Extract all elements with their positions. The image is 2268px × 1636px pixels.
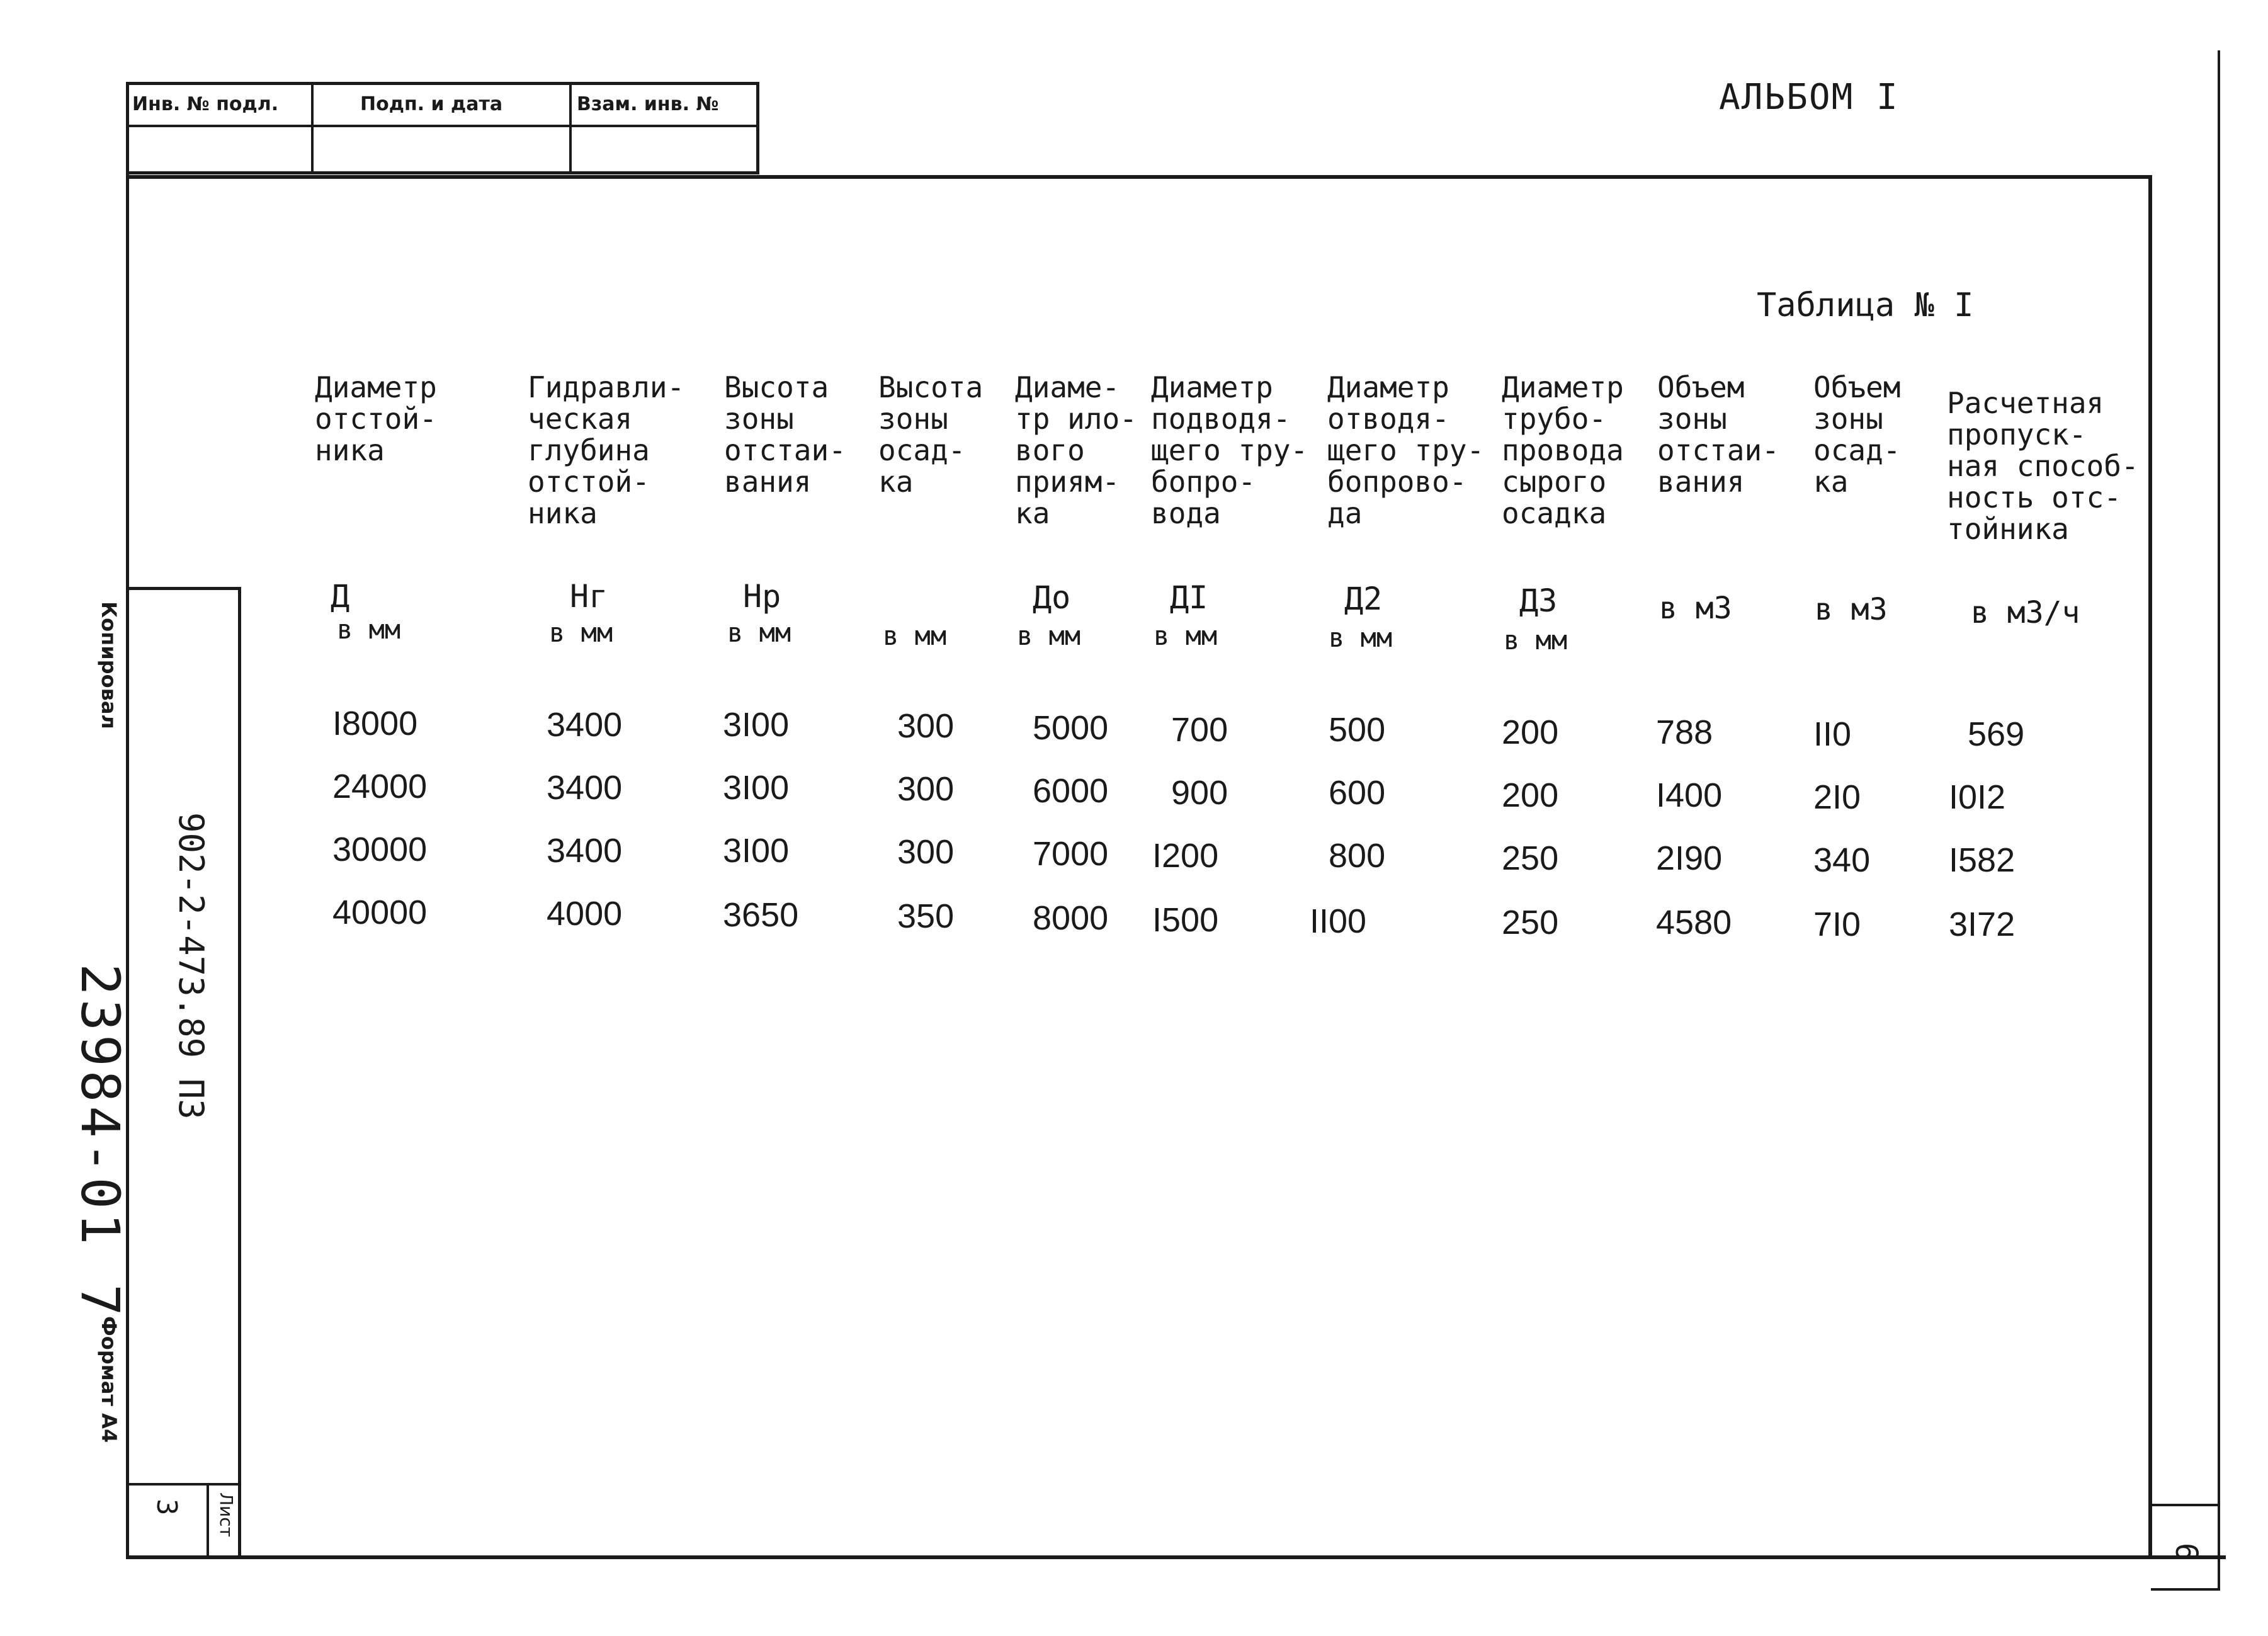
col-header-design-capacity: Расчетная пропуск- ная способ- ность отс- тойника <box>1947 386 2139 546</box>
table-cell: 900 <box>1171 774 1228 812</box>
table-cell: 8000 <box>1033 899 1109 937</box>
col-symbol: Д <box>331 578 350 615</box>
col-symbol: Нр <box>743 578 781 615</box>
table-cell: 500 <box>1329 711 1386 749</box>
table-cell: 3400 <box>547 706 623 744</box>
table-cell: 3I00 <box>723 832 790 870</box>
col-unit: в м3 <box>1659 591 1732 626</box>
page-number: 6 <box>2169 1543 2204 1561</box>
table-cell: 7000 <box>1033 835 1109 873</box>
table-cell: I582 <box>1949 841 2016 879</box>
col-unit: в м3 <box>1815 592 1888 627</box>
table-cell: 4580 <box>1656 904 1732 941</box>
copied-label: Копировал <box>97 601 121 729</box>
table-cell: 30000 <box>332 831 428 868</box>
stamp-replaced-inv-label: Взам. инв. № <box>577 93 719 115</box>
table-cell: 3I00 <box>723 769 790 807</box>
table-cell: 300 <box>897 833 955 871</box>
col-symbol: Д3 <box>1519 582 1558 619</box>
sheet-label: Лист <box>216 1492 237 1537</box>
table-cell: 2I90 <box>1656 839 1723 877</box>
col-symbol: ДI <box>1170 579 1208 616</box>
col-symbol: Д2 <box>1344 581 1383 617</box>
col-unit: в мм <box>727 617 791 648</box>
table-cell: 300 <box>897 770 955 808</box>
col-unit: в мм <box>1329 622 1393 653</box>
table-cell: 3650 <box>723 896 799 934</box>
outer-right-edge <box>2218 50 2220 1591</box>
table-cell: 200 <box>1502 713 1559 751</box>
table-cell: 6000 <box>1033 772 1109 810</box>
col-header-settling-zone-volume: Объем зоны отстаи- вания <box>1657 370 1779 499</box>
col-header-sediment-zone-height: Высота зоны осад- ка <box>878 370 984 499</box>
table-cell: 3I72 <box>1949 906 2016 943</box>
col-header-sludge-pit-diameter: Диаме- тр ило- вого приям- ка <box>1015 370 1137 530</box>
table-cell: 7I0 <box>1813 906 1861 943</box>
table-cell: 24000 <box>332 768 428 805</box>
col-header-settler-diameter: Диаметр отстой- ника <box>315 370 437 467</box>
table-cell: 5000 <box>1033 709 1109 747</box>
col-header-settling-zone-height: Высота зоны отстаи- вания <box>724 370 846 499</box>
table-cell: 350 <box>897 897 955 935</box>
table-cell: 569 <box>1968 715 2025 753</box>
col-unit: в мм <box>549 617 613 648</box>
table-cell: 700 <box>1171 711 1228 749</box>
table-cell: 3400 <box>547 769 623 807</box>
handwritten-number: 23984-01 7 <box>69 963 131 1320</box>
table-cell: I0I2 <box>1949 778 2006 816</box>
format-label: Формат А4 <box>97 1316 121 1443</box>
col-unit: в мм <box>1017 620 1081 651</box>
table-cell: I8000 <box>332 705 418 742</box>
frame-bottom-line <box>126 1555 2226 1559</box>
doc-code: 902-2-473.89 ПЗ <box>171 812 211 1120</box>
stamp-sign-date-label: Подп. и дата <box>360 93 503 115</box>
table-cell: I200 <box>1152 837 1219 875</box>
table-cell: 4000 <box>547 895 623 933</box>
col-symbol: Нг <box>570 578 608 615</box>
table-title: Таблица № I <box>1757 287 1974 324</box>
frame-left-line <box>126 82 129 1559</box>
table-cell: 600 <box>1329 774 1386 812</box>
table-cell: 250 <box>1502 839 1559 877</box>
table-cell: 3400 <box>547 832 623 870</box>
stamp-inv-no-label: Инв. № подл. <box>132 93 279 115</box>
col-header-outlet-pipe-diameter: Диаметр отводя- щего тру- бопрово- да <box>1327 370 1485 530</box>
table-cell: II0 <box>1813 715 1852 753</box>
table-cell: 300 <box>897 707 955 745</box>
col-unit: в мм <box>883 620 947 651</box>
table-cell: 40000 <box>332 894 428 931</box>
table-cell: 340 <box>1813 841 1871 879</box>
table-cell: 250 <box>1502 904 1559 941</box>
col-unit: в мм <box>1154 620 1218 651</box>
table-cell: 3I00 <box>723 706 790 744</box>
album-title: АЛЬБОМ I <box>1719 77 1899 118</box>
col-header-sediment-zone-volume: Объем зоны осад- ка <box>1813 370 1901 499</box>
col-symbol: До <box>1033 579 1071 616</box>
table-cell: I400 <box>1656 776 1723 814</box>
col-header-raw-sludge-pipe-diameter: Диаметр трубо- провода сырого осадка <box>1502 370 1624 530</box>
frame-right-line <box>2148 175 2152 1559</box>
col-unit: в м3/ч <box>1971 595 2080 630</box>
col-unit: в мм <box>337 614 401 645</box>
table-cell: I500 <box>1152 901 1219 939</box>
table-cell: 200 <box>1502 776 1559 814</box>
col-header-hydraulic-depth: Гидравли- ческая глубина отстой- ника <box>528 370 685 530</box>
col-unit: в мм <box>1504 625 1568 656</box>
approval-stamp <box>126 82 759 176</box>
table-cell: 800 <box>1329 837 1386 875</box>
table-cell: 2I0 <box>1813 778 1861 816</box>
sheet-number: 3 <box>150 1499 183 1516</box>
table-cell: II00 <box>1310 902 1367 940</box>
table-cell: 788 <box>1656 713 1713 751</box>
col-header-inlet-pipe-diameter: Диаметр подводя- щего тру- бопро- вода <box>1151 370 1308 530</box>
